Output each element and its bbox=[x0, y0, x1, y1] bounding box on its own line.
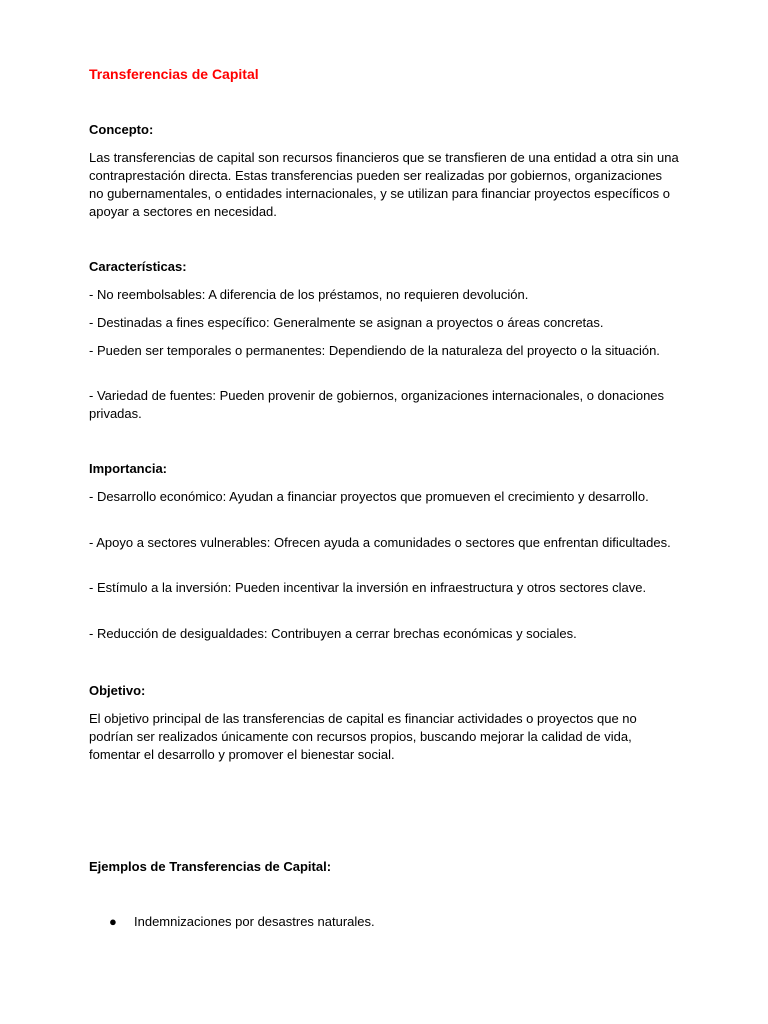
caracteristicas-item: - No reembolsables: A diferencia de los préstamos, no requieren devolución. bbox=[89, 287, 529, 302]
importancia-item: - Reducción de desigualdades: Contribuyen a cerrar brechas económicas y sociales. bbox=[89, 626, 577, 641]
importancia-heading: Importancia: bbox=[89, 461, 168, 476]
caracteristicas-item: - Variedad de fuentes: Pueden provenir de gobiernos, organizaciones internacionales, o donaciones privadas. bbox=[89, 388, 665, 421]
ejemplos-heading: Ejemplos de Transferencias de Capital: bbox=[89, 859, 332, 874]
concepto-paragraph: Las transferencias de capital son recursos financieros que se transfieren de una entidad a otra sin una contraprestación directa. Estas transferencias pueden ser realizadas por gobiernos, organizaciones no gubernamentales, o entidades internacionales, y se utilizan para financiar proyectos específicos o apoyar a sectores en necesidad. bbox=[89, 150, 679, 219]
ejemplos-list-item bbox=[89, 913, 679, 931]
concepto-heading: Concepto: bbox=[89, 122, 154, 137]
objetivo-heading: Objetivo: bbox=[89, 683, 146, 698]
ejemplos-item-text: Indemnizaciones por desastres naturales. bbox=[134, 914, 375, 929]
caracteristicas-item: - Destinadas a fines específico: Generalmente se asignan a proyectos o áreas concretas. bbox=[89, 315, 604, 330]
bullet-icon: ● bbox=[109, 914, 117, 929]
importancia-item: - Desarrollo económico: Ayudan a financiar proyectos que promueven el crecimiento y desarrollo. bbox=[89, 489, 649, 504]
document-title: Transferencias de Capital bbox=[89, 66, 259, 82]
caracteristicas-heading: Características: bbox=[89, 259, 187, 274]
caracteristicas-item: - Pueden ser temporales o permanentes: Dependiendo de la naturaleza del proyecto o la situación. bbox=[89, 343, 660, 358]
importancia-item: - Estímulo a la inversión: Pueden incentivar la inversión en infraestructura y otros sectores clave. bbox=[89, 580, 647, 595]
objetivo-paragraph: El objetivo principal de las transferencias de capital es financiar actividades o proyectos que no podrían ser realizados únicamente con recursos propios, buscando mejorar la calidad de vida, fomentar el desarrollo y promover el bienestar social. bbox=[89, 711, 637, 762]
importancia-item: - Apoyo a sectores vulnerables: Ofrecen ayuda a comunidades o sectores que enfrentan dificultades. bbox=[89, 535, 671, 550]
